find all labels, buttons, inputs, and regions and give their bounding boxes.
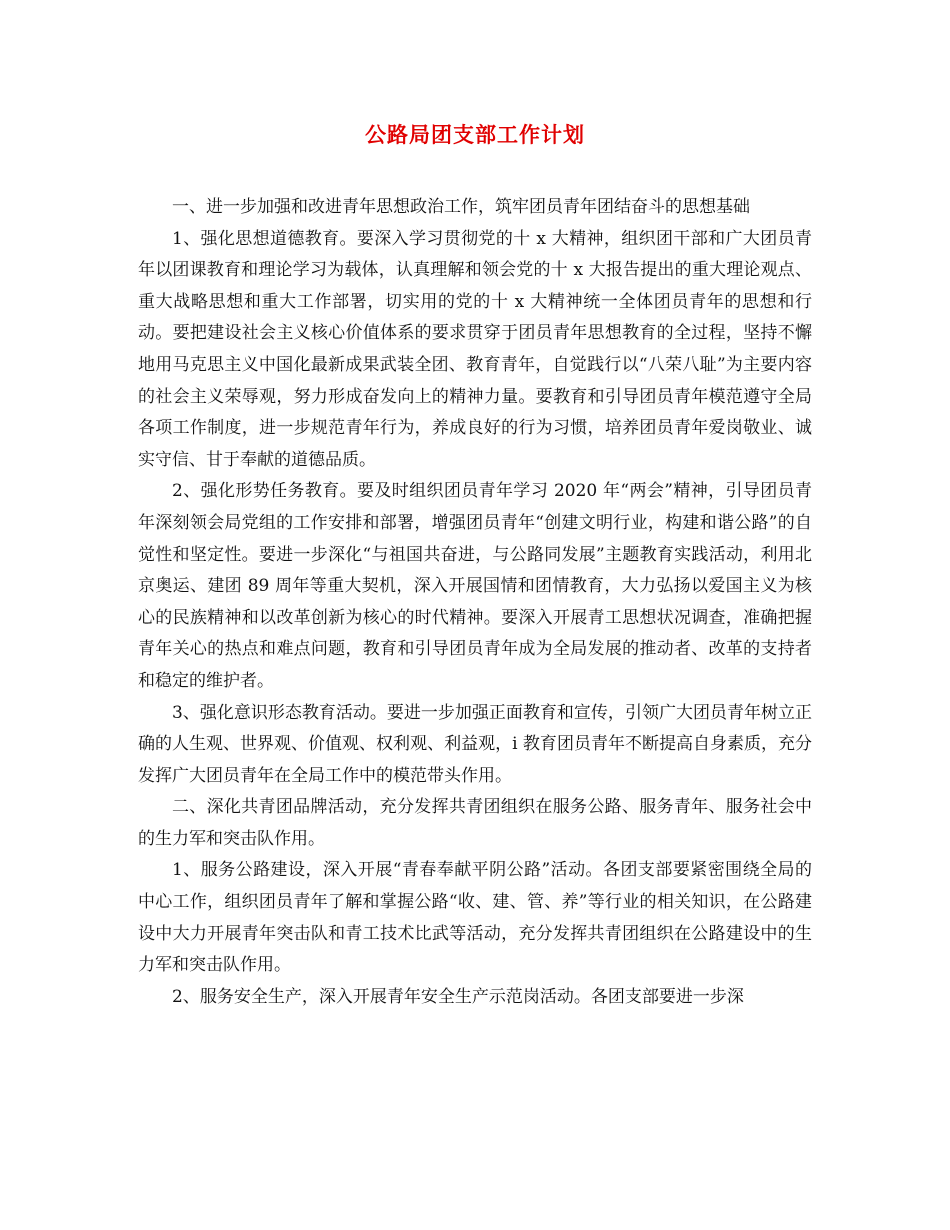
paragraph-1-1: 1、强化思想道德教育。要深入学习贯彻党的十 x 大精神，组织团干部和广大团员青年以团课教育和理论学习为载体，认真理解和领会党的十 x 大报告提出的重大理论观点、重大战略思想和重大工作部署，切实用的党的十 x 大精神统一全体团员青年的思想和行动。要把建设社会主义核心价值体系的要求贯穿于团员青年思想教育的全过程，坚持不懈地用马克思主义中国化最新成果武装全团、教育青年，自觉践行以“八荣八耻”为主要内容的社会主义荣辱观，努力形成奋发向上的精神力量。要教育和引导团员青年模范遵守全局各项工作制度，进一步规范青年行为，养成良好的行为习惯，培养团员青年爱岗敬业、诚实守信、甘于奉献的道德品质。 [138, 228, 812, 470]
paragraph-2-1: 1、服务公路建设，深入开展“青春奉献平阴公路”活动。各团支部要紧密围绕全局的中心工作，组织团员青年了解和掌握公路“收、建、管、养”等行业的相关知识，在公路建设中大力开展青年突击队和青工技术比武等活动，充分发挥共青团组织在公路建设中的生力军和突击队作用。 [138, 860, 812, 976]
document-title: 公路局团支部工作计划 [365, 122, 585, 147]
document-body [138, 192, 812, 1013]
paragraph-2-2: 2、服务安全生产，深入开展青年安全生产示范岗活动。各团支部要进一步深 [172, 986, 744, 1007]
section-heading-2: 二、深化共青团品牌活动，充分发挥共青团组织在服务公路、服务青年、服务社会中的生力军和突击队作用。 [138, 797, 812, 849]
section-heading-1: 一、进一步加强和改进青年思想政治工作，筑牢团员青年团结奋斗的思想基础 [172, 197, 750, 217]
paragraph-1-3: 3、强化意识形态教育活动。要进一步加强正面教育和宣传，引领广大团员青年树立正确的人生观、世界观、价值观、权利观、利益观，i 教育团员青年不断提高自身素质，充分发挥广大团员青年在全局工作中的模范带头作用。 [138, 702, 812, 786]
paragraph-1-2: 2、强化形势任务教育。要及时组织团员青年学习 2020 年“两会”精神，引导团员青年深刻领会局党组的工作安排和部署，增强团员青年“创建文明行业，构建和谐公路”的自觉性和坚定性。要进一步深化“与祖国共奋进，与公路同发展”主题教育实践活动，利用北京奥运、建团 89 周年等重大契机，深入开展国情和团情教育，大力弘扬以爱国主义为核心的民族精神和以改革创新为核心的时代精神。要深入开展青工思想状况调查，准确把握青年关心的热点和难点问题，教育和引导团员青年成为全局发展的推动者、改革的支持者和稳定的维护者。 [138, 481, 812, 691]
